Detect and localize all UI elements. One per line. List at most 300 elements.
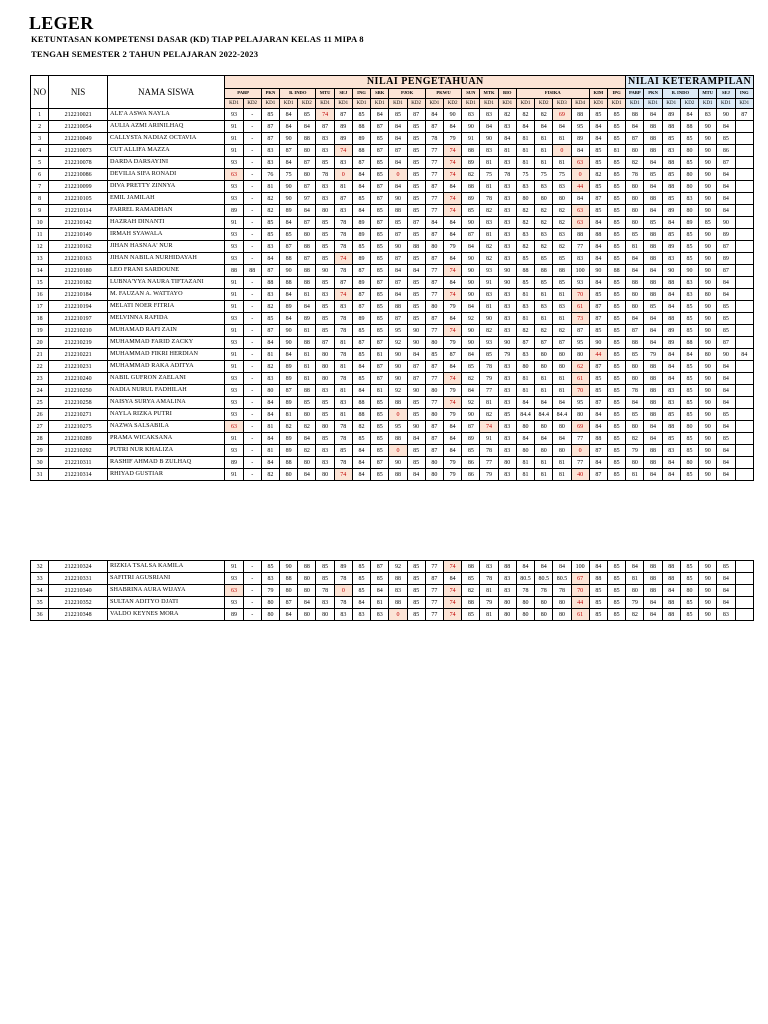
grade-cell: 83 (334, 157, 352, 169)
grade-cell: 89 (280, 301, 298, 313)
grade-cell: 80 (298, 409, 316, 421)
grade-cell: 87 (371, 561, 389, 573)
grade-cell: 83 (662, 145, 680, 157)
grade-cell: 84 (407, 265, 425, 277)
table-row (31, 313, 754, 325)
student-name: SAFITRI AGUSRIANI (107, 573, 224, 585)
grade-cell: 93 (480, 265, 498, 277)
grade-cell (735, 313, 753, 325)
grade-cell: 62 (571, 361, 589, 373)
grade-cell: 82 (516, 205, 534, 217)
grade-cell: 85 (371, 265, 389, 277)
grade-cell: 85 (589, 109, 607, 121)
grade-cell: 85 (680, 469, 698, 481)
grade-cell: 88 (352, 409, 370, 421)
grade-cell: 84 (389, 157, 407, 169)
grade-cell: 84 (444, 421, 462, 433)
grade-cell: 84 (644, 313, 662, 325)
student-name: NABIL GUFRON ZAELANI (107, 373, 224, 385)
grade-cell: 80 (553, 193, 571, 205)
table-row (31, 241, 754, 253)
grade-cell: 82 (261, 193, 279, 205)
grade-cell: 77 (425, 397, 443, 409)
grade-cell: 89 (334, 561, 352, 573)
grade-cell: 84 (626, 253, 644, 265)
grade-cell: 78 (334, 421, 352, 433)
grade-cell: 95 (571, 397, 589, 409)
grade-cell: 74 (444, 205, 462, 217)
grade-cell: 85 (516, 277, 534, 289)
grade-cell: 88 (389, 397, 407, 409)
subject-header: SEJ (334, 89, 352, 99)
grade-cell: 83 (498, 385, 516, 397)
grade-cell: 87 (425, 229, 443, 241)
row-number: 27 (31, 421, 49, 433)
grade-cell: 91 (225, 217, 243, 229)
grade-cell: 84 (662, 349, 680, 361)
grade-cell: 88 (644, 457, 662, 469)
grade-cell: 84 (662, 457, 680, 469)
grade-cell: 85 (407, 253, 425, 265)
kd-header: KD1 (425, 99, 443, 109)
grade-cell: 85 (371, 433, 389, 445)
grade-cell: 85 (607, 169, 625, 181)
grade-cell: 82 (480, 253, 498, 265)
grade-cell: 85 (680, 241, 698, 253)
kd-header: KD2 (243, 99, 261, 109)
grade-cell: 84 (280, 349, 298, 361)
kd-header: KD1 (498, 99, 516, 109)
grade-cell: 79 (444, 133, 462, 145)
grade-cell: 83 (680, 193, 698, 205)
grade-cell: 70 (571, 289, 589, 301)
row-number: 34 (31, 585, 49, 597)
grade-cell: 81 (298, 349, 316, 361)
grade-cell: 83 (498, 157, 516, 169)
grade-cell: 83 (316, 145, 334, 157)
student-name: MUHAMMAD FARID ZACKY (107, 337, 224, 349)
table-row (31, 157, 754, 169)
grade-cell: 89 (352, 229, 370, 241)
table-row (31, 337, 754, 349)
grade-cell: 89 (662, 325, 680, 337)
grade-cell: 77 (425, 289, 443, 301)
student-name: NAZWA SALSABILA (107, 421, 224, 433)
grade-cell: 90 (462, 121, 480, 133)
grade-cell: 90 (462, 253, 480, 265)
grade-cell: 90 (717, 109, 735, 121)
grade-cell: 89 (280, 445, 298, 457)
grade-cell: 87 (589, 361, 607, 373)
grade-cell: 88 (298, 265, 316, 277)
grade-cell: 89 (298, 313, 316, 325)
grade-cell: 89 (225, 457, 243, 469)
grade-cell: 80 (516, 361, 534, 373)
grade-cell: 83 (498, 253, 516, 265)
row-number: 21 (31, 349, 49, 361)
grade-cell: 89 (352, 277, 370, 289)
grade-cell: 81 (626, 469, 644, 481)
grade-cell: 87 (626, 325, 644, 337)
grade-cell: 89 (352, 313, 370, 325)
grade-cell: 80 (516, 193, 534, 205)
grade-cell: 80 (553, 597, 571, 609)
grade-cell: 78 (334, 573, 352, 585)
grade-cell: 83 (662, 445, 680, 457)
grade-cell: 90 (389, 241, 407, 253)
student-nis: 212210324 (49, 561, 108, 573)
student-nis: 212210311 (49, 457, 108, 469)
grade-cell: 87 (717, 157, 735, 169)
grade-cell: 85 (407, 301, 425, 313)
grade-cell (735, 121, 753, 133)
grade-cell: - (243, 145, 261, 157)
grade-cell: 90 (389, 361, 407, 373)
grade-cell: 87 (589, 313, 607, 325)
student-name: ALE'A ASWA NAYLA (107, 109, 224, 121)
grade-cell: 84 (717, 597, 735, 609)
grade-cell: 84 (717, 457, 735, 469)
grade-cell: 84 (589, 409, 607, 421)
grade-cell: 85 (607, 133, 625, 145)
grade-cell: 80 (425, 469, 443, 481)
grade-cell: 80 (298, 229, 316, 241)
grade-cell: 80 (298, 609, 316, 621)
grade-cell: 90 (699, 609, 717, 621)
grade-cell: 87 (389, 313, 407, 325)
grade-cell: 84 (717, 385, 735, 397)
grade-cell: 88 (352, 121, 370, 133)
grade-cell: 82 (535, 205, 553, 217)
grade-cell: 83 (480, 109, 498, 121)
grade-cell: 84.4 (535, 409, 553, 421)
grade-cell: 90 (280, 561, 298, 573)
row-number: 20 (31, 337, 49, 349)
grade-cell: 85 (316, 217, 334, 229)
grade-cell: 83 (662, 253, 680, 265)
grade-cell: 84 (644, 325, 662, 337)
row-number: 28 (31, 433, 49, 445)
grade-cell: 80.5 (516, 573, 534, 585)
grade-cell: 90 (699, 409, 717, 421)
grade-cell: 85 (316, 409, 334, 421)
grade-cell: 90 (699, 205, 717, 217)
grade-cell: 81 (553, 157, 571, 169)
grade-cell: 83 (498, 445, 516, 457)
grade-cell: 84 (444, 361, 462, 373)
grade-cell: 74 (334, 289, 352, 301)
header-nama-siswa: NAMA SISWA (107, 76, 224, 109)
grade-cell: 80 (553, 349, 571, 361)
grade-cell: 83 (316, 385, 334, 397)
table-row (31, 433, 754, 445)
grade-cell: 84 (352, 169, 370, 181)
kd-header: KD1 (644, 99, 662, 109)
grade-cell: 84 (298, 301, 316, 313)
grade-cell: 85 (371, 241, 389, 253)
grade-cell: 78 (334, 373, 352, 385)
grade-cell: 84 (462, 241, 480, 253)
grade-cell: 80 (680, 181, 698, 193)
grade-cell: 89 (662, 109, 680, 121)
grade-cell: 90 (462, 325, 480, 337)
grade-cell: 84 (535, 561, 553, 573)
grade-cell: 88 (571, 109, 589, 121)
row-number: 19 (31, 325, 49, 337)
table-row (31, 597, 754, 609)
grade-cell: 77 (571, 241, 589, 253)
grade-cell: 87 (371, 337, 389, 349)
grade-cell: 93 (480, 337, 498, 349)
grade-cell: 0 (334, 585, 352, 597)
grade-cell: 85 (316, 573, 334, 585)
grade-cell: 85 (607, 397, 625, 409)
student-nis: 212210099 (49, 181, 108, 193)
grade-cell: 78 (334, 597, 352, 609)
grade-cell: 78 (626, 385, 644, 397)
grade-cell: 78 (334, 349, 352, 361)
grade-cell: 74 (444, 157, 462, 169)
grade-cell: 83 (480, 289, 498, 301)
grade-cell: 87 (407, 109, 425, 121)
grade-cell: 88 (680, 337, 698, 349)
subject-header: PJOK (389, 89, 425, 99)
row-number: 18 (31, 313, 49, 325)
grade-cell: 87 (298, 157, 316, 169)
grade-cell: 81 (371, 597, 389, 609)
grade-cell: 74 (444, 325, 462, 337)
grade-cell: 88 (243, 265, 261, 277)
grade-cell (735, 421, 753, 433)
grade-cell: 0 (389, 169, 407, 181)
grade-cell: 84 (352, 469, 370, 481)
grade-cell: 80 (553, 445, 571, 457)
grade-cell: 87 (717, 241, 735, 253)
grade-cell: 84 (444, 433, 462, 445)
grade-cell: 80 (626, 145, 644, 157)
grade-cell: 84 (261, 409, 279, 421)
grade-cell: 80 (626, 205, 644, 217)
grade-cell: 85 (680, 133, 698, 145)
student-nis: 212210105 (49, 193, 108, 205)
grade-cell: 90 (717, 217, 735, 229)
grade-cell: 78 (316, 585, 334, 597)
grade-cell: 81 (516, 157, 534, 169)
grade-cell: 77 (425, 169, 443, 181)
grade-cell: 87 (389, 229, 407, 241)
grade-cell: 90 (699, 397, 717, 409)
student-nis: 212210210 (49, 325, 108, 337)
grade-cell: 88 (298, 133, 316, 145)
grade-cell: 87 (425, 313, 443, 325)
grade-cell: 85 (371, 409, 389, 421)
grade-cell: 85 (407, 157, 425, 169)
grade-cell: 73 (571, 313, 589, 325)
subject-header: MTU (699, 89, 717, 99)
student-name: DARDA DARSAYINI (107, 157, 224, 169)
table-row (31, 325, 754, 337)
grade-cell: 81 (535, 457, 553, 469)
grade-cell: 88 (644, 397, 662, 409)
grade-cell: - (243, 217, 261, 229)
grade-cell: 90 (280, 193, 298, 205)
grade-cell (735, 193, 753, 205)
grade-cell: 85 (607, 325, 625, 337)
grade-cell: 85 (407, 181, 425, 193)
grade-cell: 82 (626, 609, 644, 621)
grade-cell (735, 585, 753, 597)
grade-cell: 85 (680, 385, 698, 397)
grade-cell: 87 (425, 573, 443, 585)
grade-cell: 85 (589, 145, 607, 157)
grade-cell: 83 (334, 397, 352, 409)
grade-cell: 80 (626, 457, 644, 469)
grade-cell: 90 (699, 361, 717, 373)
row-number: 16 (31, 289, 49, 301)
row-number: 14 (31, 265, 49, 277)
grade-cell: 44 (571, 597, 589, 609)
student-nis: 212210275 (49, 421, 108, 433)
grade-cell: 79 (626, 445, 644, 457)
grade-cell: 85 (680, 609, 698, 621)
grade-cell: 85 (626, 229, 644, 241)
grade-cell: 80 (699, 349, 717, 361)
grade-cell: 81 (516, 457, 534, 469)
grade-cell: 85 (316, 313, 334, 325)
grade-cell (735, 277, 753, 289)
grade-cell: 89 (280, 397, 298, 409)
grade-cell: 80 (298, 169, 316, 181)
grade-cell: 90 (699, 325, 717, 337)
grade-cell: 87 (371, 193, 389, 205)
grade-cell: 85 (607, 349, 625, 361)
grade-cell: 84 (389, 133, 407, 145)
grade-cell: 80.5 (553, 573, 571, 585)
grade-cell: 88 (662, 573, 680, 585)
grade-cell: 83 (516, 229, 534, 241)
grade-cell: 84 (498, 133, 516, 145)
grade-cell: 91 (480, 277, 498, 289)
grade-cell: 78 (334, 433, 352, 445)
grade-cell: 83 (371, 609, 389, 621)
grade-cell: 87 (280, 241, 298, 253)
grade-cell: 85 (717, 409, 735, 421)
grade-cell: 81 (371, 349, 389, 361)
grade-cell: 90 (407, 421, 425, 433)
grade-cell: 83 (498, 313, 516, 325)
table-row (31, 121, 754, 133)
grade-cell: 80 (516, 421, 534, 433)
grade-cell: 88 (644, 573, 662, 585)
grade-cell: 81 (480, 609, 498, 621)
grade-cell: 88 (644, 253, 662, 265)
grade-cell: 90 (389, 193, 407, 205)
grade-cell: 81 (261, 181, 279, 193)
grade-cell: 88 (352, 397, 370, 409)
grade-cell: 81 (298, 325, 316, 337)
grade-cell: 85 (334, 445, 352, 457)
grade-cell: 85 (717, 133, 735, 145)
grade-cell: 84 (717, 469, 735, 481)
grade-cell: - (243, 349, 261, 361)
grade-cell (735, 265, 753, 277)
grade-cell: 90 (480, 313, 498, 325)
grade-cell: 80 (298, 145, 316, 157)
grade-cell (735, 181, 753, 193)
kd-header: KD2 (407, 99, 425, 109)
student-name: MELVINNA RAFIDA (107, 313, 224, 325)
grade-cell: 82 (480, 325, 498, 337)
grade-cell: - (243, 397, 261, 409)
grade-cell: 74 (444, 289, 462, 301)
grade-cell: 90 (280, 181, 298, 193)
student-name: MELATI NOER FITRIA (107, 301, 224, 313)
row-number: 30 (31, 457, 49, 469)
grade-cell: 85 (717, 301, 735, 313)
row-number: 3 (31, 133, 49, 145)
grade-cell: 85 (352, 573, 370, 585)
subject-header: ING (735, 89, 753, 99)
grade-cell: 81 (535, 133, 553, 145)
grade-cell: 91 (225, 133, 243, 145)
student-nis: 212210221 (49, 349, 108, 361)
grade-cell: 84 (444, 217, 462, 229)
grade-cell: 84 (717, 169, 735, 181)
grade-cell: 77 (425, 585, 443, 597)
student-name: HAZRAH DINANTI (107, 217, 224, 229)
grade-cell: 80 (680, 585, 698, 597)
grade-cell: 84 (680, 109, 698, 121)
grade-cell: 85 (607, 301, 625, 313)
grade-cell: 80 (535, 361, 553, 373)
grade-cell: 84 (589, 241, 607, 253)
grade-cell: - (243, 181, 261, 193)
table-row (31, 561, 754, 573)
table-row (31, 409, 754, 421)
grade-cell: 88 (280, 573, 298, 585)
grade-cell: 85 (589, 373, 607, 385)
subject-header: PKN (644, 89, 662, 99)
grade-cell: 77 (425, 157, 443, 169)
grade-cell: 85 (589, 181, 607, 193)
grade-cell (735, 337, 753, 349)
kd-header: KD1 (589, 99, 607, 109)
grade-cell: 84 (626, 121, 644, 133)
grade-cell: 90 (699, 169, 717, 181)
grade-cell: 85 (352, 349, 370, 361)
row-number: 9 (31, 205, 49, 217)
grade-cell: 88 (553, 265, 571, 277)
grade-cell: 81 (261, 445, 279, 457)
grade-cell: 83 (553, 181, 571, 193)
grade-cell: 85 (371, 397, 389, 409)
kd-header: KD1 (389, 99, 407, 109)
grade-cell: 84 (589, 457, 607, 469)
grade-cell: 85 (680, 445, 698, 457)
grade-cell: 81 (371, 385, 389, 397)
grade-cell: 84 (389, 265, 407, 277)
grade-cell: 93 (225, 385, 243, 397)
grade-cell: 85 (261, 313, 279, 325)
grade-cell: 90 (462, 409, 480, 421)
student-nis: 212210292 (49, 445, 108, 457)
kd-header: KD1 (735, 99, 753, 109)
grade-cell: 93 (225, 181, 243, 193)
grade-cell: 80 (626, 301, 644, 313)
table-row (31, 253, 754, 265)
grade-cell: 84 (444, 313, 462, 325)
grade-cell: - (243, 277, 261, 289)
